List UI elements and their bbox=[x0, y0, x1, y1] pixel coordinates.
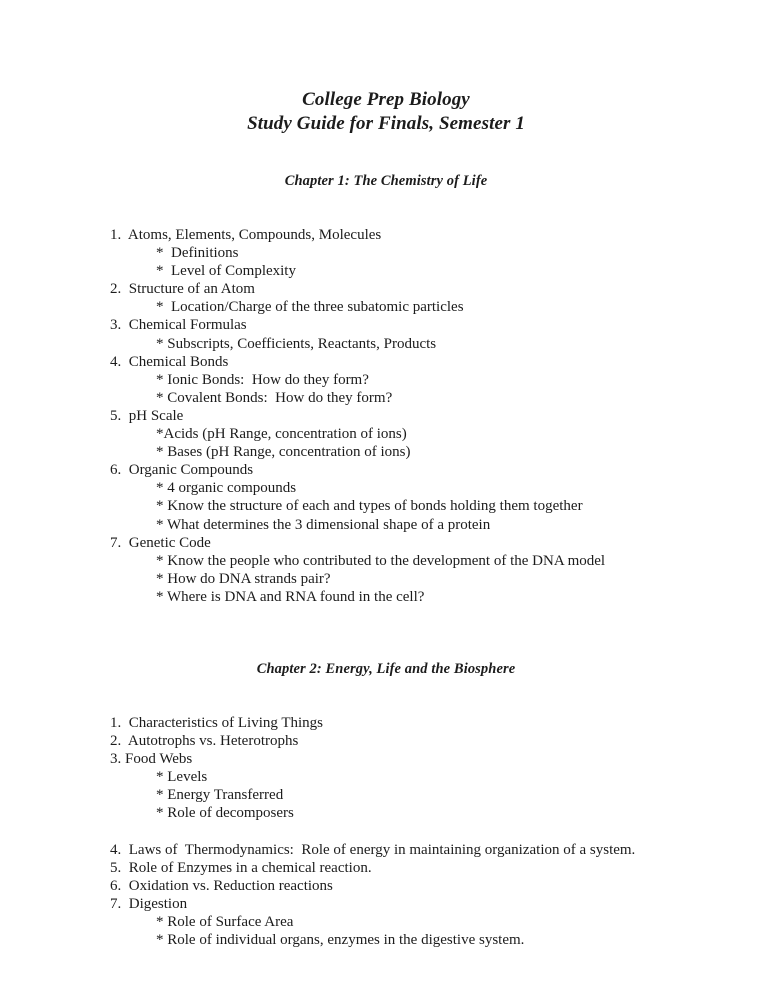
list-item: 2. Structure of an Atom bbox=[110, 281, 255, 298]
list-sub-item: * Ionic Bonds: How do they form? bbox=[156, 371, 369, 388]
list-item: 1. Characteristics of Living Things bbox=[110, 714, 324, 731]
list-item: 1. Atoms, Elements, Compounds, Molecules bbox=[110, 227, 382, 243]
list-sub-item: * Level of Complexity bbox=[156, 263, 296, 280]
list-sub-item: * Energy Transferred bbox=[156, 787, 284, 804]
list-item: 2. Autotrophs vs. Heterotrophs bbox=[110, 733, 299, 750]
chapter-1-heading-gap bbox=[110, 190, 668, 226]
list-item: 3. Chemical Formulas bbox=[110, 317, 247, 334]
list-sub-item: * Know the structure of each and types of bonds holding them together bbox=[156, 498, 583, 515]
list-sub-item: * Location/Charge of the three subatomic particles bbox=[156, 299, 464, 316]
chapter-2-heading: Chapter 2: Energy, Life and the Biosphere bbox=[256, 660, 516, 677]
list-sub-item: *Acids (pH Range, concentration of ions) bbox=[156, 426, 407, 443]
chapter-1-heading: Chapter 1: The Chemistry of Life bbox=[284, 173, 488, 189]
list-sub-item: * 4 organic compounds bbox=[156, 480, 297, 497]
blank-line bbox=[110, 823, 668, 841]
list-sub-item: * Role of decomposers bbox=[156, 805, 294, 822]
list-item: 7. Genetic Code bbox=[110, 534, 211, 551]
list-item: 4. Chemical Bonds bbox=[110, 353, 229, 370]
list-item: 4. Laws of Thermodynamics: Role of energy in maintaining organization of a system. bbox=[110, 841, 636, 858]
list-sub-item: * Bases (pH Range, concentration of ions) bbox=[156, 444, 411, 461]
list-item: 6. Organic Compounds bbox=[110, 462, 254, 479]
list-item: 5. pH Scale bbox=[110, 407, 184, 424]
document-title-line-2: Study Guide for Finals, Semester 1 bbox=[247, 113, 525, 134]
list-sub-item: * Levels bbox=[156, 769, 208, 786]
list-item: 3. Food Webs bbox=[110, 751, 193, 768]
list-sub-item: * How do DNA strands pair? bbox=[156, 570, 331, 587]
list-sub-item: * Where is DNA and RNA found in the cell? bbox=[156, 588, 425, 605]
list-item: 7. Digestion bbox=[110, 895, 188, 912]
document-title-line-1: College Prep Biology bbox=[302, 89, 470, 110]
list-sub-item: * Definitions bbox=[156, 245, 239, 262]
list-sub-item: * Role of individual organs, enzymes in the digestive system. bbox=[156, 932, 525, 948]
chapter-2-gap bbox=[110, 606, 668, 660]
list-sub-item: * What determines the 3 dimensional shape of a protein bbox=[156, 516, 491, 533]
list-sub-item: * Subscripts, Coefficients, Reactants, Products bbox=[156, 335, 437, 352]
list-item: 6. Oxidation vs. Reduction reactions bbox=[110, 877, 333, 894]
list-sub-item: * Know the people who contributed to the development of the DNA model bbox=[156, 552, 606, 569]
list-item: 5. Role of Enzymes in a chemical reaction. bbox=[110, 859, 372, 876]
document-title bbox=[110, 88, 668, 136]
list-sub-item: * Covalent Bonds: How do they form? bbox=[156, 389, 393, 406]
chapter-1-list bbox=[110, 226, 668, 606]
title-gap bbox=[110, 136, 668, 172]
list-sub-item: * Role of Surface Area bbox=[156, 913, 294, 930]
chapter-2-list bbox=[110, 714, 668, 949]
chapter-2-heading-gap bbox=[110, 678, 668, 714]
